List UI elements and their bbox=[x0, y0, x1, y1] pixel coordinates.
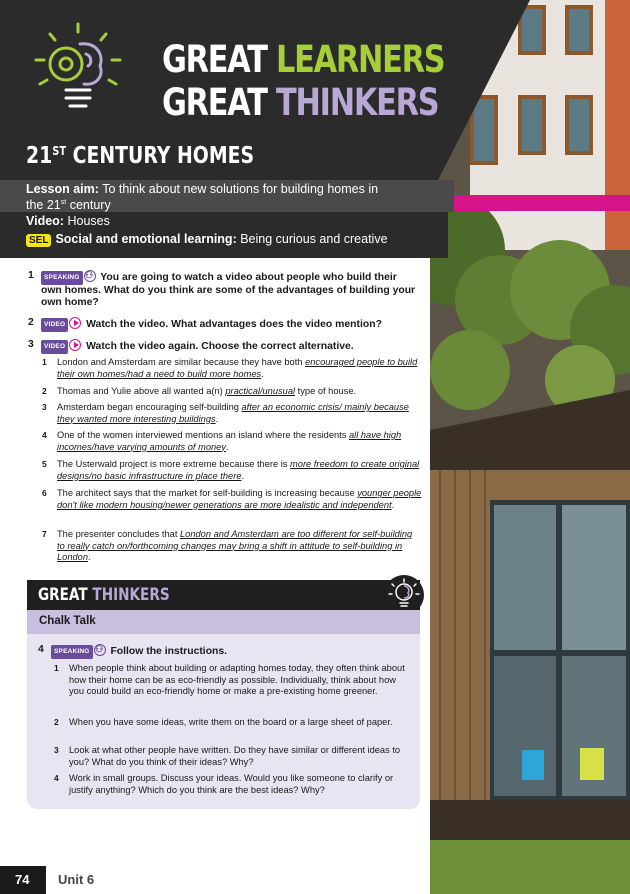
alternative-choice[interactable]: London and Amsterdam are too different for self-building to really catch on/forthcoming changes may bring a shift in attitude to self-building in London bbox=[57, 529, 413, 563]
alternative-choice[interactable]: all have high incomes/have varying amounts of money bbox=[57, 430, 402, 452]
list-item: 1 When people think about building or adapting homes today, they often think about how their home can be as eco-friendly as possible. Individually, think about how you could build an eco-friendly home or make a pre-existing home greener. bbox=[54, 663, 405, 697]
list-item: 2 Thomas and Yulie above all wanted a(n) practical/unusual type of house. bbox=[42, 386, 357, 396]
video-tag: VIDEO bbox=[41, 340, 68, 354]
list-item: 4 Work in small groups. Discuss your ideas. Would you like someone to clarify or justify anything? Which do you think are the best ideas? Why? bbox=[54, 773, 394, 795]
lesson-info bbox=[0, 180, 430, 258]
speaking-tag: SPEAKING bbox=[51, 645, 93, 659]
lesson-title: 21ST CENTURY HOMES bbox=[26, 143, 255, 169]
list-item: 4 One of the women interviewed mentions an island where the residents all have high incomes/have varying amounts of money. bbox=[42, 430, 402, 452]
alternative-choice[interactable]: practical/unusual bbox=[225, 386, 296, 396]
chalk-talk-subtitle-bar bbox=[27, 610, 420, 634]
list-item: 3 Amsterdam began encouraging self-building after an economic crisis/ mainly because they wanted more interesting buildings. bbox=[42, 402, 409, 424]
brain-lightbulb-icon bbox=[30, 20, 126, 116]
alternative-choice[interactable]: more freedom to create original designs/no basic infrastructure in place there bbox=[57, 459, 420, 481]
exercise-3: 3 VIDEO Watch the video again. Choose the correct alternative. bbox=[28, 339, 418, 354]
lesson-video: Video: Houses bbox=[26, 214, 110, 228]
list-item: 5 The Usterwald project is more extreme because there is more freedom to create original designs/no basic infrastructure in place there. bbox=[42, 459, 420, 481]
exercise-1: 1 SPEAKING⚇ You are going to watch a video about people who build their own homes. What do you think are some of the advantages of building your own home? bbox=[28, 270, 418, 310]
list-item: 7 The presenter concludes that London and Amsterdam are too different for self-building to really catch on/forthcoming changes may bring a shift in attitude to self-building in London. bbox=[42, 529, 413, 563]
great-thinkers-title: GREAT THINKERS bbox=[38, 585, 170, 605]
list-item: 6 The architect says that the market for self-building is increasing because younger people don't like modern housing/newer generations are more idealistic and independent. bbox=[42, 488, 422, 510]
play-video-icon[interactable] bbox=[69, 339, 81, 351]
list-item: 2 When you have some ideas, write them on the board or a large sheet of paper. bbox=[54, 717, 393, 727]
exercise-2: 2 VIDEO Watch the video. What advantages does the video mention? bbox=[28, 317, 418, 332]
lesson-sel: SEL Social and emotional learning: Being curious and creative bbox=[26, 232, 388, 247]
alternative-choice[interactable]: younger people don't like modern housing/newer generations are more idealistic and independent bbox=[57, 488, 422, 510]
alternative-choice[interactable]: after an economic crisis/ mainly because they wanted more interesting buildings bbox=[57, 402, 409, 424]
unit-label: Unit 6 bbox=[58, 872, 95, 887]
page-number: 74 bbox=[0, 866, 46, 894]
exercise-4: 4 SPEAKING⚇ Follow the instructions. bbox=[38, 644, 408, 659]
play-video-icon[interactable] bbox=[69, 317, 81, 329]
list-item: 1 London and Amsterdam are similar because they have both encouraged people to build their own homes/had a need to build more homes. bbox=[42, 357, 418, 379]
page-title: GREAT LEARNERS GREAT THINKERS bbox=[162, 38, 445, 124]
list-item: 3 Look at what other people have written. Do they have similar or different ideas to you? What do you think of their ideas? Why? bbox=[54, 745, 401, 767]
video-tag: VIDEO bbox=[41, 318, 68, 332]
accent-stripe bbox=[430, 195, 630, 211]
speaking-icon bbox=[94, 644, 106, 656]
speaking-tag: SPEAKING bbox=[41, 271, 83, 285]
speaking-icon bbox=[84, 270, 96, 282]
lesson-aim: Lesson aim: To think about new solutions for building homes in the 21st century bbox=[26, 182, 379, 213]
page-header bbox=[0, 0, 530, 184]
chalk-talk-subtitle: Chalk Talk bbox=[39, 615, 96, 627]
alternative-choice[interactable]: encouraged people to build their own homes/had a need to build more homes bbox=[57, 357, 418, 379]
sel-badge: SEL bbox=[26, 234, 51, 247]
